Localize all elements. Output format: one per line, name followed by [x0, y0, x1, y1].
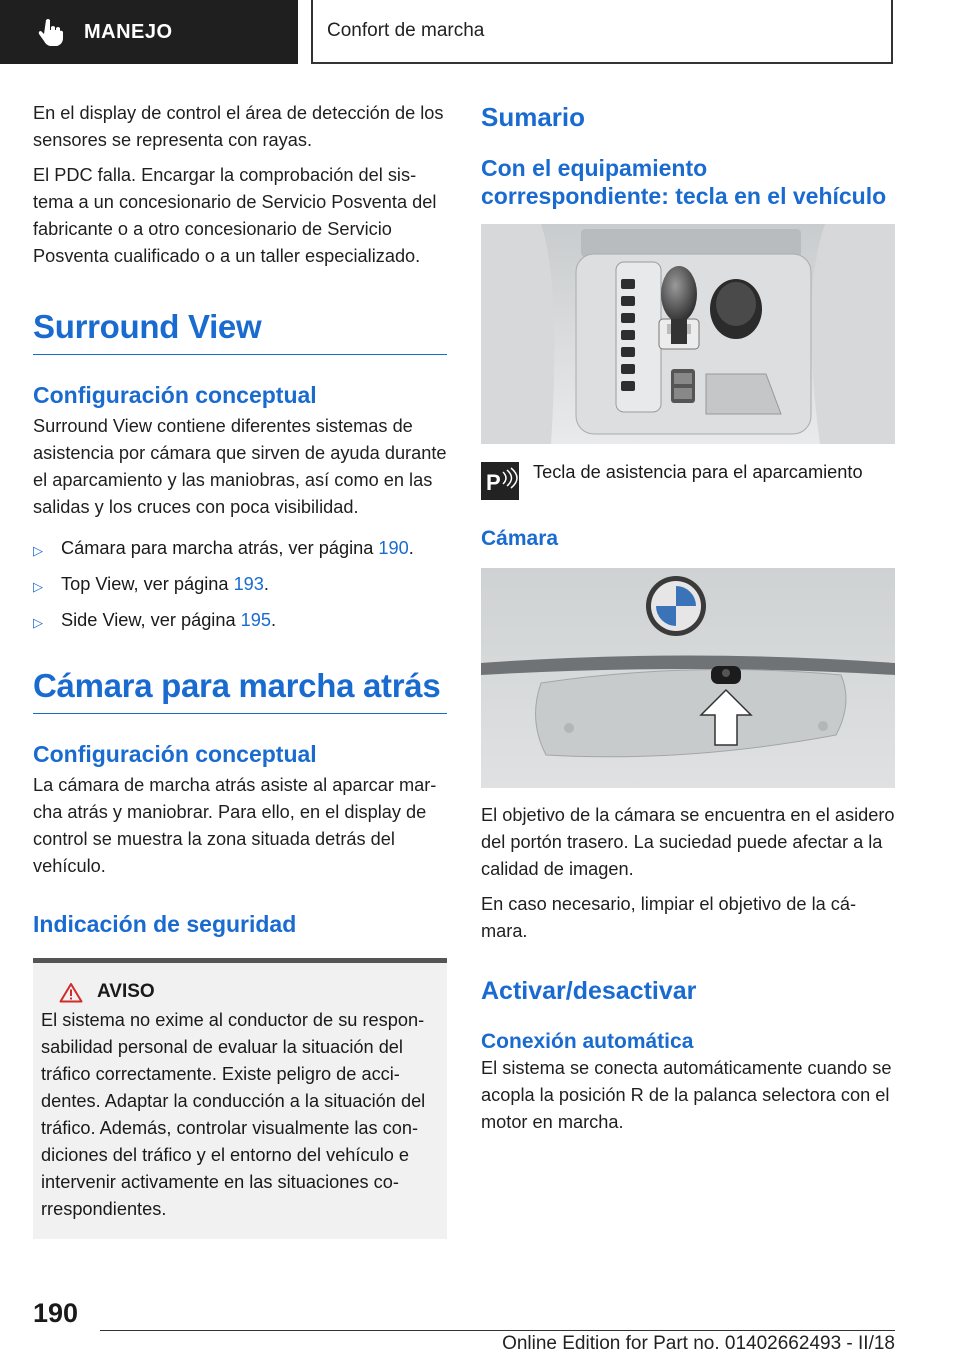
parking-assist-key-icon	[481, 462, 519, 500]
right-column	[481, 100, 895, 1144]
page-number: 190	[33, 1298, 79, 1328]
safety-heading: Indicación de seguridad	[33, 911, 297, 937]
warning-icon	[59, 982, 83, 1003]
triangle-bullet-icon: ▷	[33, 615, 43, 630]
center-console-image	[481, 224, 895, 444]
summary-title: Sumario	[481, 102, 586, 132]
auto-connect-text: El sistema se conecta automáticamente cuando se acopla la posición R de la palanca selectora con el motor en marcha.	[481, 1058, 892, 1132]
camera-location-text: El objetivo de la cámara se encuentra en el asidero del portón trasero. La suciedad puede afectar a la calidad de imagen.	[481, 805, 895, 879]
triangle-bullet-icon: ▷	[33, 543, 43, 558]
warning-label: AVISO	[97, 981, 155, 1002]
warning-box	[33, 958, 447, 1239]
body-paragraph: El PDC falla. Encargar la comprobación del sistema a un concesionario de Servicio Posventa del fabricante o a otro concesionario de Servicio Posventa cualificado o a un taller especializado.	[33, 165, 437, 266]
surround-description: Surround View contiene diferentes sistemas de asistencia por cámara que sirven de ayuda durante el aparcamiento y las maniobras, así como en las salidas y los cruces con poca visibilidad.	[33, 416, 447, 517]
activate-heading: Activar/desactivar	[481, 977, 697, 1005]
page-link[interactable]: 195	[240, 610, 271, 630]
page-link[interactable]: 190	[378, 538, 409, 558]
list-item: ▷ Top View, ver página 193.	[33, 571, 447, 600]
edition-text: Online Edition for Part no. 01402662493 - II/18	[502, 1333, 895, 1354]
svg-text:P: P	[486, 470, 501, 495]
rear-camera-image	[481, 568, 895, 788]
chapter-header	[311, 0, 893, 64]
camera-list	[33, 535, 447, 636]
surround-view-title: Surround View	[33, 308, 447, 355]
page-link[interactable]: 193	[233, 574, 264, 594]
footer-divider	[100, 1330, 895, 1331]
triangle-bullet-icon: ▷	[33, 579, 43, 594]
camera-clean-text: En caso necesario, limpiar el objetivo de la cámara.	[481, 894, 857, 941]
rear-camera-concept-heading: Configuración conceptual	[33, 741, 317, 767]
body-paragraph: En el display de control el área de detección de los sensores se representa con rayas.	[33, 103, 444, 150]
warning-text: El sistema no exime al conductor de su responsabilidad personal de evaluar la situación del tráfico correctamente. Existe peligro de accidentes. Adaptar la conducción a la situación del tráfico. Además, controlar visualmente las condiciones del tráfico y el entorno del vehículo e intervenir activamente en las situaciones correspondientes.	[41, 1010, 426, 1219]
hand-icon	[38, 17, 64, 47]
chapter-title: Confort de marcha	[327, 20, 485, 41]
equipment-heading: Con el equipamiento correspondiente: tecla en el vehículo	[481, 155, 887, 209]
key-caption-row	[481, 462, 895, 500]
section-label: MANEJO	[84, 20, 173, 43]
section-tab	[0, 0, 298, 64]
left-column	[33, 100, 447, 1239]
camera-heading: Cámara	[481, 527, 559, 550]
rear-camera-title: Cámara para marcha atrás	[33, 667, 447, 714]
rear-camera-description: La cámara de marcha atrás asiste al aparcar marcha atrás y maniobrar. Para ello, en el display de control se muestra la zona situada detrás del vehículo.	[33, 775, 437, 876]
key-caption: Tecla de asistencia para el aparcamiento	[533, 462, 863, 482]
auto-connect-heading: Conexión automática	[481, 1030, 694, 1053]
list-item: ▷ Side View, ver página 195.	[33, 607, 447, 636]
list-item: ▷ Cámara para marcha atrás, ver página 190.	[33, 535, 447, 564]
surround-concept-heading: Configuración conceptual	[33, 382, 317, 408]
